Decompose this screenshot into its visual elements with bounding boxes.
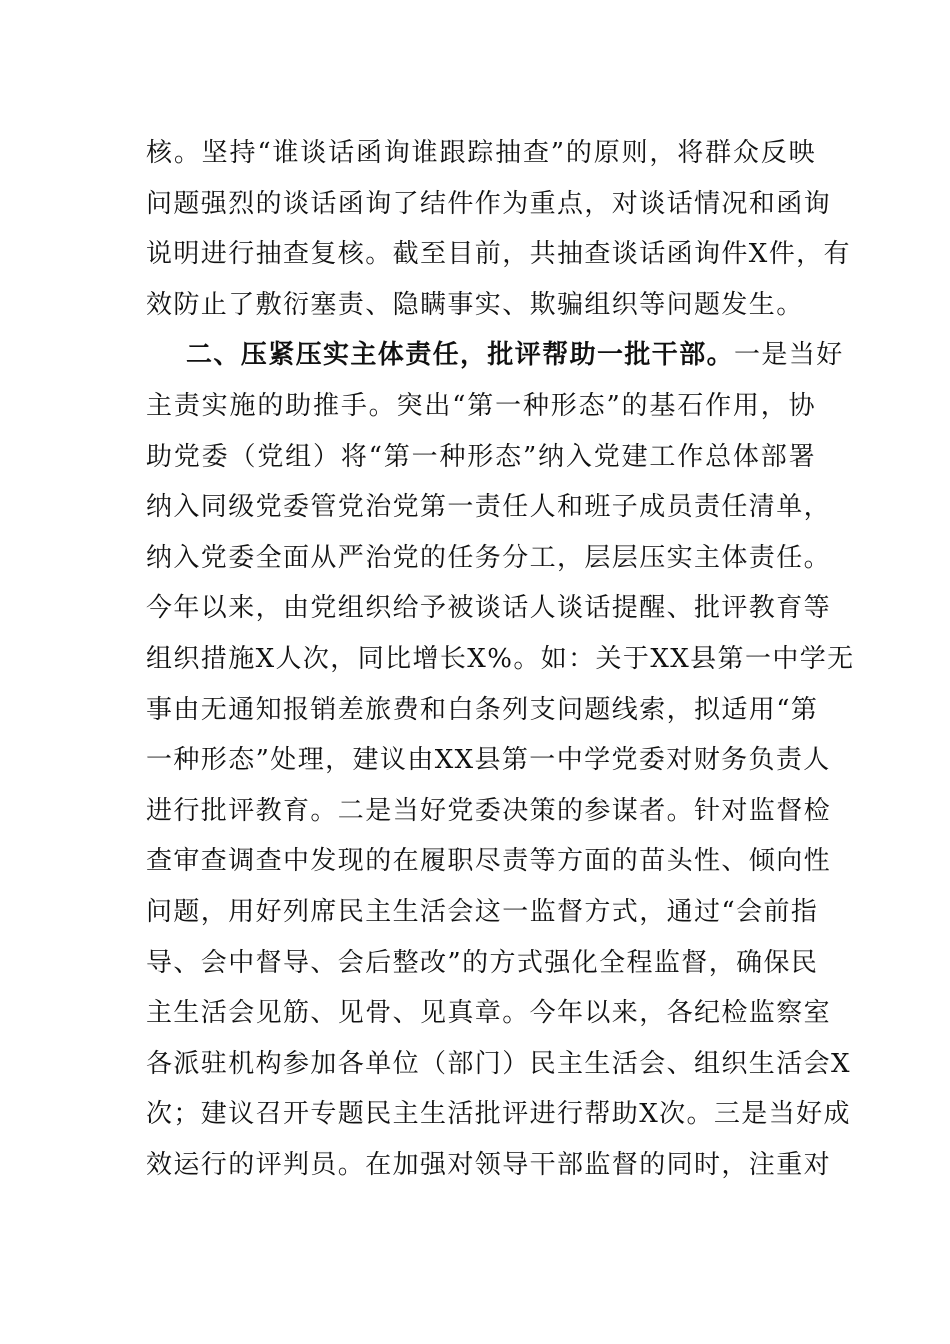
section-heading: 二、压紧压实主体责任，批评帮助一批干部。 [186,340,735,371]
text-line: 次；建议召开专题民主生活批评进行帮助X次。三是当好成 [146,1099,851,1130]
section-heading-continuation: 一是当好 [734,340,844,371]
text-line: 效运行的评判员。在加强对领导干部监督的同时，注重对 [146,1149,832,1180]
text-line: 进行批评教育。二是当好党委决策的参谋者。针对监督检 [146,795,832,826]
text-line: 问题强烈的谈话函询了结件作为重点，对谈话情况和函询 [146,188,832,219]
text-line: 主责实施的助推手。突出“第一种形态”的基石作用，协 [146,390,816,421]
text-line: 事由无通知报销差旅费和白条列支问题线索，拟适用“第 [146,694,819,725]
section-heading-line [146,330,844,381]
text-line: 主生活会见筋、见骨、见真章。今年以来，各纪检监察室 [146,998,832,1029]
text-line: 纳入同级党委管党治党第一责任人和班子成员责任清单， [146,492,832,523]
text-line: 助党委（党组）将“第一种形态”纳入党建工作总体部署 [146,441,816,472]
text-line: 导、会中督导、会后整改”的方式强化全程监督，确保民 [146,947,819,978]
text-line: 纳入党委全面从严治党的任务分工，层层压实主体责任。 [146,542,832,573]
text-line: 效防止了敷衍塞责、隐瞒事实、欺骗组织等问题发生。 [146,289,804,320]
text-line: 查审查调查中发现的在履职尽责等方面的苗头性、倾向性 [146,846,832,877]
text-line: 各派驻机构参加各单位（部门）民主生活会、组织生活会X [146,1048,851,1079]
text-line: 今年以来，由党组织给予被谈话人谈话提醒、批评教育等 [146,593,832,624]
text-line: 组织措施X人次，同比增长X%。如：关于XX县第一中学无 [146,643,855,674]
text-line: 核。坚持“谁谈话函询谁跟踪抽查”的原则，将群众反映 [146,138,816,168]
text-line: 说明进行抽查复核。截至目前，共抽查谈话函询件X件，有 [146,239,851,270]
text-line: 问题，用好列席民主生活会这一监督方式，通过“会前指 [146,896,819,927]
body-text [146,128,855,1190]
text-line: 一种形态”处理，建议由XX县第一中学党委对财务负责人 [146,745,831,776]
